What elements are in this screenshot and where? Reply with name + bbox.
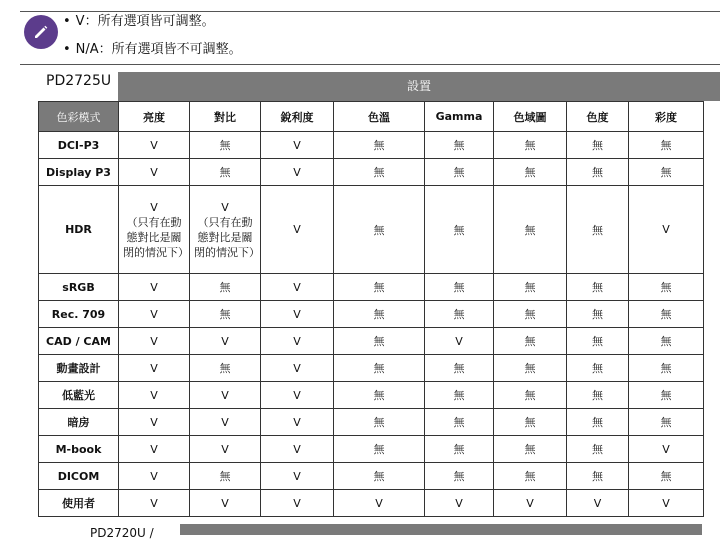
table-row [39, 159, 704, 186]
table-cell: V （只有在動態對比是關閉的情況下） [119, 186, 190, 274]
column-header: 銳利度 [261, 102, 334, 132]
corner-header: 色彩模式 [39, 102, 119, 132]
table-cell: V [261, 490, 334, 517]
table-cell: V [119, 490, 190, 517]
row-header: sRGB [39, 274, 119, 301]
table-cell: 無 [567, 382, 629, 409]
table-cell: V [567, 490, 629, 517]
table-cell: V [119, 274, 190, 301]
table-cell: 無 [494, 355, 567, 382]
next-model-name: PD2720U / [90, 526, 154, 540]
table-cell: 無 [334, 463, 425, 490]
table-row [39, 301, 704, 328]
color-mode-table [38, 101, 704, 517]
table-cell: V [629, 490, 704, 517]
table-cell: 無 [425, 436, 494, 463]
table-cell: V [261, 274, 334, 301]
table-cell: V [119, 382, 190, 409]
row-header: 動畫設計 [39, 355, 119, 382]
table-cell: 無 [567, 159, 629, 186]
row-header: HDR [39, 186, 119, 274]
table-cell: V [119, 409, 190, 436]
table-cell: 無 [494, 328, 567, 355]
table-cell: 無 [334, 132, 425, 159]
table-row [39, 328, 704, 355]
table-cell: 無 [334, 328, 425, 355]
note-v: • V：所有選項皆可調整。 [63, 14, 215, 29]
table-cell: V [261, 463, 334, 490]
table-cell: 無 [334, 355, 425, 382]
row-header: DICOM [39, 463, 119, 490]
column-header: 色域圖 [494, 102, 567, 132]
table-cell: 無 [629, 132, 704, 159]
table-cell: 無 [425, 132, 494, 159]
table-cell: V [119, 436, 190, 463]
table-cell: 無 [567, 301, 629, 328]
table-cell: V [261, 159, 334, 186]
table-cell: V [119, 132, 190, 159]
row-header: CAD / CAM [39, 328, 119, 355]
table-cell: V [334, 490, 425, 517]
row-header: 使用者 [39, 490, 119, 517]
model-name: PD2725U [46, 73, 112, 89]
table-cell: 無 [425, 382, 494, 409]
table-cell: 無 [567, 436, 629, 463]
table-row [39, 382, 704, 409]
table-cell: V [261, 132, 334, 159]
table-row [39, 186, 704, 274]
table-cell: 無 [190, 132, 261, 159]
row-header: M-book [39, 436, 119, 463]
table-cell: 無 [334, 186, 425, 274]
table-cell: 無 [494, 186, 567, 274]
table-cell: 無 [629, 328, 704, 355]
column-header: 亮度 [119, 102, 190, 132]
row-header: Rec. 709 [39, 301, 119, 328]
table-cell: V [494, 490, 567, 517]
table-cell: V [425, 328, 494, 355]
table-cell: 無 [629, 274, 704, 301]
table-cell: V [119, 463, 190, 490]
table-cell: V [119, 355, 190, 382]
table-cell: 無 [334, 159, 425, 186]
table-cell: V [629, 186, 704, 274]
table-cell: 無 [629, 159, 704, 186]
next-settings-header [180, 524, 702, 535]
table-cell: 無 [567, 355, 629, 382]
table-cell: 無 [334, 382, 425, 409]
table-cell: 無 [494, 274, 567, 301]
table-cell: V [261, 436, 334, 463]
table-cell: 無 [494, 301, 567, 328]
table-cell: 無 [190, 274, 261, 301]
column-header: 對比 [190, 102, 261, 132]
table-cell: 無 [494, 132, 567, 159]
table-row [39, 490, 704, 517]
table-cell: 無 [425, 409, 494, 436]
table-cell: 無 [425, 159, 494, 186]
table-cell: 無 [425, 355, 494, 382]
note-na: • N/A：所有選項皆不可調整。 [63, 42, 242, 57]
table-cell: 無 [629, 409, 704, 436]
table-row [39, 355, 704, 382]
table-cell: 無 [425, 463, 494, 490]
table-cell: V [629, 436, 704, 463]
table-cell: V [190, 382, 261, 409]
column-header: 色度 [567, 102, 629, 132]
table-row [39, 436, 704, 463]
row-header: Display P3 [39, 159, 119, 186]
table-cell: V [261, 328, 334, 355]
table-cell: V [119, 159, 190, 186]
table-cell: V [261, 382, 334, 409]
table-cell: V [119, 328, 190, 355]
table-cell: 無 [567, 463, 629, 490]
table-cell: V [261, 186, 334, 274]
table-cell: 無 [629, 301, 704, 328]
table-cell: 無 [334, 409, 425, 436]
settings-header: 設置 [118, 72, 720, 101]
table-cell: 無 [425, 301, 494, 328]
table-cell: 無 [190, 301, 261, 328]
column-header: 色溫 [334, 102, 425, 132]
table-cell: 無 [494, 382, 567, 409]
table-cell: V [190, 409, 261, 436]
table-cell: 無 [567, 409, 629, 436]
table-cell: 無 [494, 463, 567, 490]
table-cell: V [261, 409, 334, 436]
table-cell: 無 [334, 274, 425, 301]
table-cell: 無 [494, 436, 567, 463]
row-header: 低藍光 [39, 382, 119, 409]
table-cell: 無 [494, 159, 567, 186]
column-header: 彩度 [629, 102, 704, 132]
table-cell: 無 [334, 301, 425, 328]
table-cell: V [190, 490, 261, 517]
table-cell: V [190, 328, 261, 355]
table-cell: 無 [190, 355, 261, 382]
table-row [39, 409, 704, 436]
row-header: 暗房 [39, 409, 119, 436]
row-header: DCI-P3 [39, 132, 119, 159]
table-cell: 無 [334, 436, 425, 463]
column-header: Gamma [425, 102, 494, 132]
table-cell: 無 [567, 274, 629, 301]
table-cell: 無 [425, 186, 494, 274]
table-cell: V [190, 436, 261, 463]
model-rule [20, 64, 720, 65]
table-cell: V [261, 355, 334, 382]
table-cell: 無 [629, 355, 704, 382]
table-cell: 無 [425, 274, 494, 301]
table-cell: V [425, 490, 494, 517]
table-row [39, 463, 704, 490]
table-cell: 無 [190, 159, 261, 186]
table-cell: 無 [629, 463, 704, 490]
table-cell: 無 [567, 328, 629, 355]
table-cell: V （只有在動態對比是關閉的情況下） [190, 186, 261, 274]
table-cell: 無 [567, 132, 629, 159]
pencil-icon [32, 23, 50, 41]
table-cell: 無 [629, 382, 704, 409]
table-cell: V [261, 301, 334, 328]
table-cell: 無 [494, 409, 567, 436]
table-cell: 無 [567, 186, 629, 274]
table-row [39, 132, 704, 159]
table-row [39, 274, 704, 301]
table-cell: 無 [190, 463, 261, 490]
note-badge [24, 15, 58, 49]
table-cell: V [119, 301, 190, 328]
